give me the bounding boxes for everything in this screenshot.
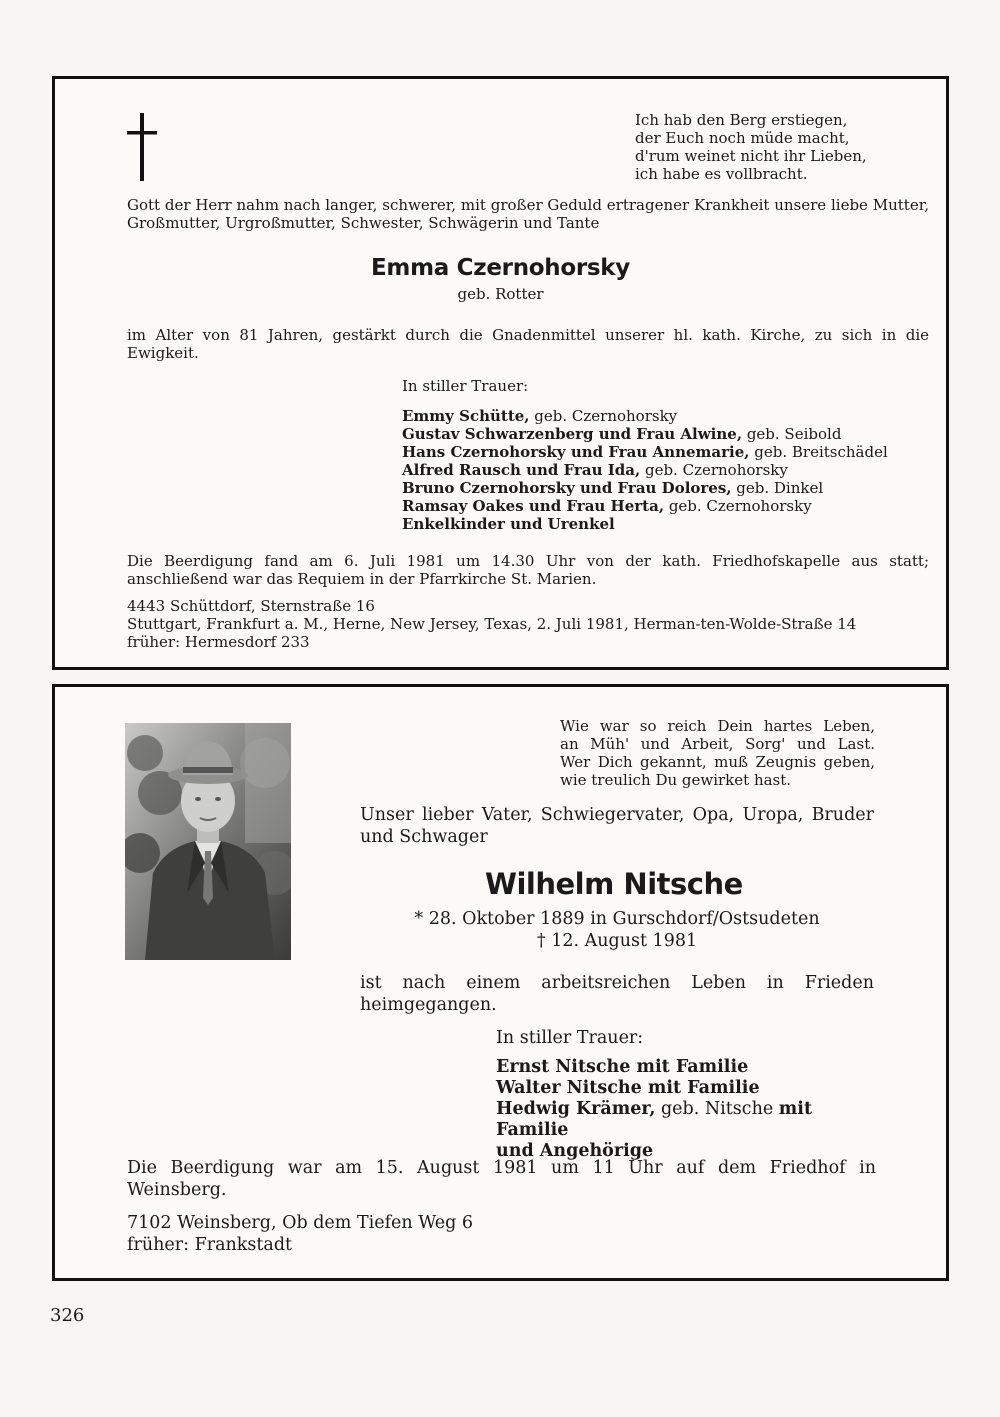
announcement-text: Unser lieber Vater, Schwiegervater, Opa, Uropa, Bruder und Schwager (360, 805, 874, 847)
mourner-line: Emmy Schütte, geb. Czernohorsky (402, 407, 678, 425)
mourners-list (496, 1057, 876, 1162)
obituary-notice-nitsche (52, 684, 949, 1281)
poem-line: Wer Dich gekannt, muß Zeugnis geben, (560, 753, 875, 771)
mourning-heading: In stiller Trauer: (402, 377, 529, 395)
deceased-name: Emma Czernohorsky (371, 255, 630, 281)
deceased-name: Wilhelm Nitsche (485, 867, 743, 901)
address-line: früher: Frankstadt (127, 1235, 293, 1255)
poem-line: d'rum weinet nicht ihr Lieben, (635, 147, 867, 165)
address-line: früher: Hermesdorf 233 (127, 633, 310, 651)
mourner-line: Walter Nitsche mit Familie (496, 1078, 760, 1098)
poem-line: wie treulich Du gewirket hast. (560, 771, 792, 789)
burial-info: Die Beerdigung war am 15. August 1981 um 11 Uhr auf dem Friedhof in Weinsberg. (127, 1158, 876, 1200)
memorial-poem (635, 111, 925, 183)
maiden-name: geb. Rotter (457, 285, 544, 303)
address-block (127, 1212, 876, 1256)
poem-line: Wie war so reich Dein hartes Leben, (560, 717, 875, 735)
age-text: im Alter von 81 Jahren, gestärkt durch die Gnadenmittel unserer hl. kath. Kirche, zu sich in die Ewigkeit. (127, 326, 929, 362)
mourner-line: Hans Czernohorsky und Frau Annemarie, geb. Breitschädel (402, 443, 888, 461)
mourner-line: Bruno Czernohorsky und Frau Dolores, geb. Dinkel (402, 479, 824, 497)
portrait-photo (125, 723, 291, 960)
mourner-line: Ramsay Oakes und Frau Herta, geb. Czernohorsky (402, 497, 812, 515)
address-line: 7102 Weinsberg, Ob dem Tiefen Weg 6 (127, 1213, 474, 1233)
poem-line: ich habe es vollbracht. (635, 165, 808, 183)
cross-icon (127, 113, 157, 181)
poem-line: Ich hab den Berg erstiegen, (635, 111, 848, 129)
mourning-heading: In stiller Trauer: (496, 1028, 644, 1048)
mourner-line: Enkelkinder und Urenkel (402, 515, 615, 533)
burial-info: Die Beerdigung fand am 6. Juli 1981 um 14.30 Uhr von der kath. Friedhofskapelle aus statt; anschließend war das Requiem in der Pfarrkirche St. Marien. (127, 552, 929, 588)
memorial-poem (560, 717, 875, 789)
poem-line: der Euch noch müde macht, (635, 129, 850, 147)
mourner-line: Ernst Nitsche mit Familie (496, 1057, 749, 1077)
obituary-notice-czernohorsky (52, 76, 949, 670)
mourner-line: Hedwig Krämer, geb. Nitsche mit Familie (496, 1099, 813, 1140)
mourner-line: Gustav Schwarzenberg und Frau Alwine, geb. Seibold (402, 425, 842, 443)
address-block (127, 597, 929, 651)
page-number: 326 (50, 1305, 85, 1326)
address-line: 4443 Schüttdorf, Sternstraße 16 (127, 597, 375, 615)
death-date: † 12. August 1981 (536, 931, 698, 951)
mourner-line: und Angehörige (496, 1141, 654, 1161)
mourner-line: Alfred Rausch und Frau Ida, geb. Czernohorsky (402, 461, 788, 479)
mourners-list (402, 407, 902, 533)
poem-line: an Müh' und Arbeit, Sorg' und Last. (560, 735, 875, 753)
announcement-text: Gott der Herr nahm nach langer, schwerer, mit großer Geduld ertragener Krankheit unsere liebe Mutter, Großmutter, Urgroßmutter, Schwester, Schwägerin und Tante (127, 196, 929, 232)
passing-text: ist nach einem arbeitsreichen Leben in Frieden heimgegangen. (360, 973, 874, 1015)
address-line: Stuttgart, Frankfurt a. M., Herne, New Jersey, Texas, 2. Juli 1981, Herman-ten-Wolde-Straße 14 (127, 615, 857, 633)
birth-info: * 28. Oktober 1889 in Gurschdorf/Ostsudeten (414, 909, 820, 929)
